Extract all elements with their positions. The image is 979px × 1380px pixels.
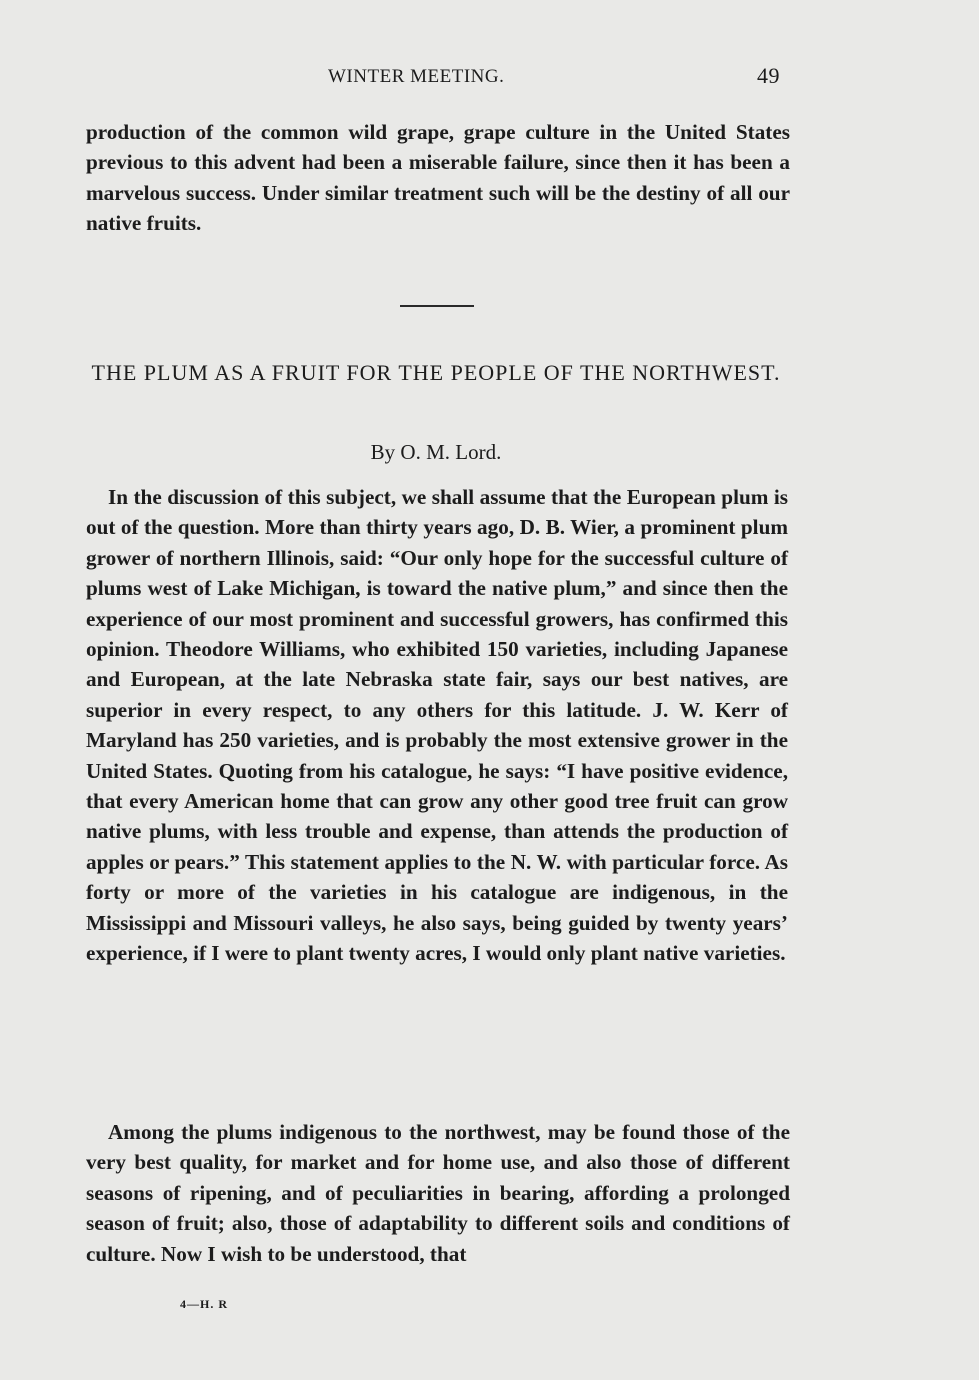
intro-paragraph: production of the common wild grape, grape culture in the United States previous to this advent had been a miserable failure, since then it has been a marvelous success. Under similar treatment such will be the destiny of all our native fruits. [86, 120, 790, 236]
article-paragraph-2-container [86, 1117, 790, 1269]
running-title: WINTER MEETING. [328, 66, 505, 87]
article-paragraph-2: Among the plums indigenous to the northwest, may be found those of the very best quality, for market and for home use, and also those of different seasons of ripening, and of peculiarities in bearing, affording a prolonged season of fruit; also, those of adaptability to different soils and conditions of culture. Now I wish to be understood, that [86, 1120, 790, 1266]
running-header [0, 63, 979, 94]
section-divider [400, 305, 474, 307]
article-paragraph-1: In the discussion of this subject, we shall assume that the European plum is out of the question. More than thirty years ago, D. B. Wier, a prominent plum grower of northern Illinois, said: “Our only hope for the successful culture of plums west of Lake Michigan, is toward the native plum,” and since then the experience of our most prominent and successful growers, has confirmed this opinion. Theodore Williams, who exhibited 150 varieties, including Japanese and European, at the late Nebraska state fair, says our best natives, are superior in every respect, to any others for this latitude. J. W. Kerr of Maryland has 250 varieties, and is probably the most extensive grower in the United States. Quoting from his catalogue, he says: “I have positive evidence, that every American home that can grow any other good tree fruit can grow native plums, with less trouble and expense, than attends the production of apples or pears.” This statement applies to the N. W. with particular force. As forty or more of the varieties in his catalogue are indigenous, in the Mississippi and Missouri valleys, he also says, being guided by twenty years’ experience, if I were to plant twenty acres, I would only plant native varieties. [86, 485, 788, 966]
article-title: THE PLUM AS A FRUIT FOR THE PEOPLE OF THE NORTHWEST. [91, 360, 781, 385]
article-paragraph-1-container [86, 482, 788, 969]
page-number: 49 [757, 63, 780, 88]
article-byline: By O. M. Lord. [370, 440, 502, 464]
printer-signature: 4—H. R [180, 1297, 228, 1311]
